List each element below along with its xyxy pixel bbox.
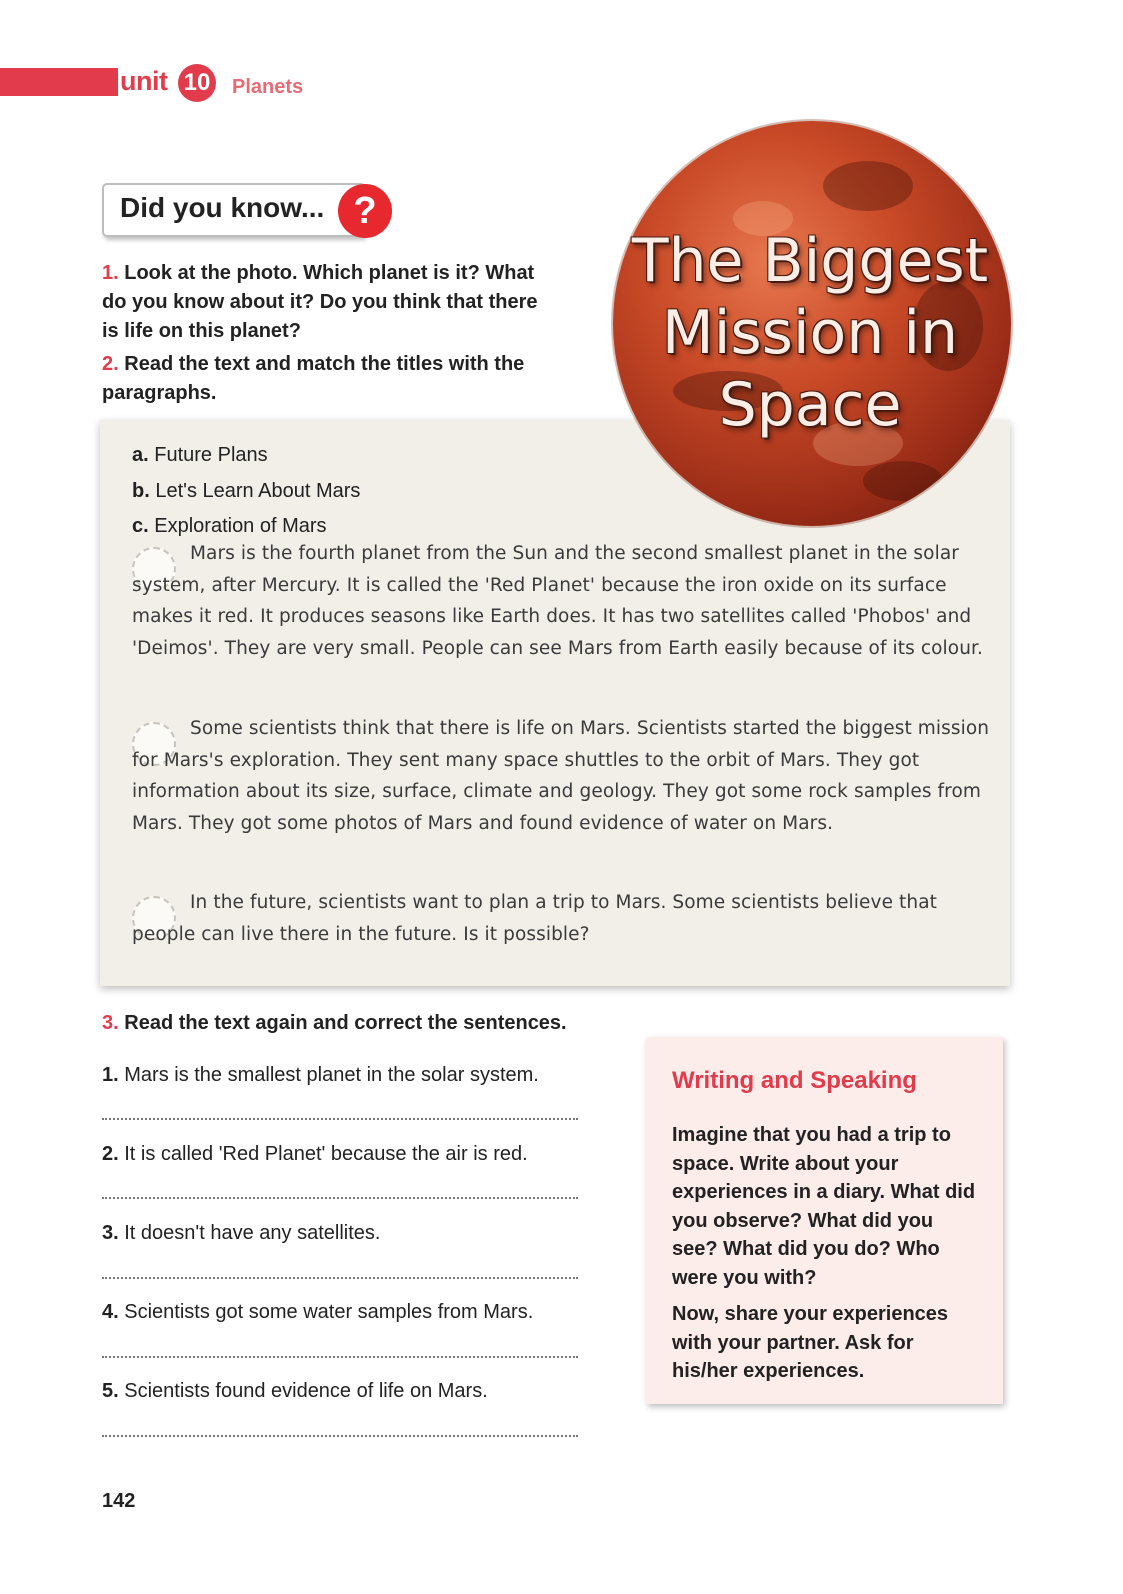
page-number: 142 [102,1490,136,1512]
reading-title: The Biggest Mission in Space [631,226,989,440]
sentence-2: 2. It is called 'Red Planet' because the air is red. [102,1143,528,1165]
exercise-3-instruction: 3. Read the text again and correct the sentences. [102,1012,567,1034]
writing-speaking-title: Writing and Speaking [672,1067,917,1094]
writing-speaking-prompt: Imagine that you had a trip to space. Write about your experiences in a diary. What did you observe? What did you see? What did you do? Who were you with? [672,1124,976,1289]
answer-line-3[interactable] [102,1277,578,1279]
title-option-b: b. Let's Learn About Mars [132,480,361,502]
answer-line-5[interactable] [102,1435,578,1437]
header-accent-bar [0,68,118,96]
sentence-4: 4. Scientists got some water samples from Mars. [102,1301,534,1323]
paragraph-1: Mars is the fourth planet from the Sun and the second smallest planet in the solar system, after Mercury. It is called the 'Red Planet' because the iron oxide on its surface makes it red. It produces seasons like Earth does. It has two satellites called 'Phobos' and 'Deimos'. They are very small. People can see Mars from Earth easily because of its colour. [132,543,984,659]
answer-line-2[interactable] [102,1197,578,1199]
answer-line-1[interactable] [102,1118,578,1120]
unit-topic: Planets [232,76,304,98]
title-option-a: a. Future Plans [132,444,268,466]
answer-line-4[interactable] [102,1356,578,1358]
writing-speaking-followup: Now, share your experiences with your partner. Ask for his/her experiences. [672,1303,949,1382]
unit-number-badge: 10 [178,64,216,102]
instruction-2: 2. Read the text and match the titles with the paragraphs. [102,353,525,404]
sentence-5: 5. Scientists found evidence of life on Mars. [102,1380,488,1402]
unit-label: unit [120,66,168,96]
sentence-1: 1. Mars is the smallest planet in the solar system. [102,1064,539,1086]
sentence-3: 3. It doesn't have any satellites. [102,1222,381,1244]
paragraph-2: Some scientists think that there is life on Mars. Scientists started the biggest mission for Mars's exploration. They sent many space shuttles to the orbit of Mars. They got information about its size, surface, climate and geology. They got some rock samples from Mars. They got some photos of Mars and found evidence of water on Mars. [132,718,990,834]
paragraph-3: In the future, scientists want to plan a trip to Mars. Some scientists believe that people can live there in the future. Is it possible? [132,892,937,945]
question-mark-icon: ? [338,184,392,238]
title-option-c: c. Exploration of Mars [132,515,327,537]
instruction-1: 1. Look at the photo. Which planet is it? What do you know about it? Do you think that there is life on this planet? [102,262,538,342]
did-you-know-label: Did you know... [120,192,325,223]
